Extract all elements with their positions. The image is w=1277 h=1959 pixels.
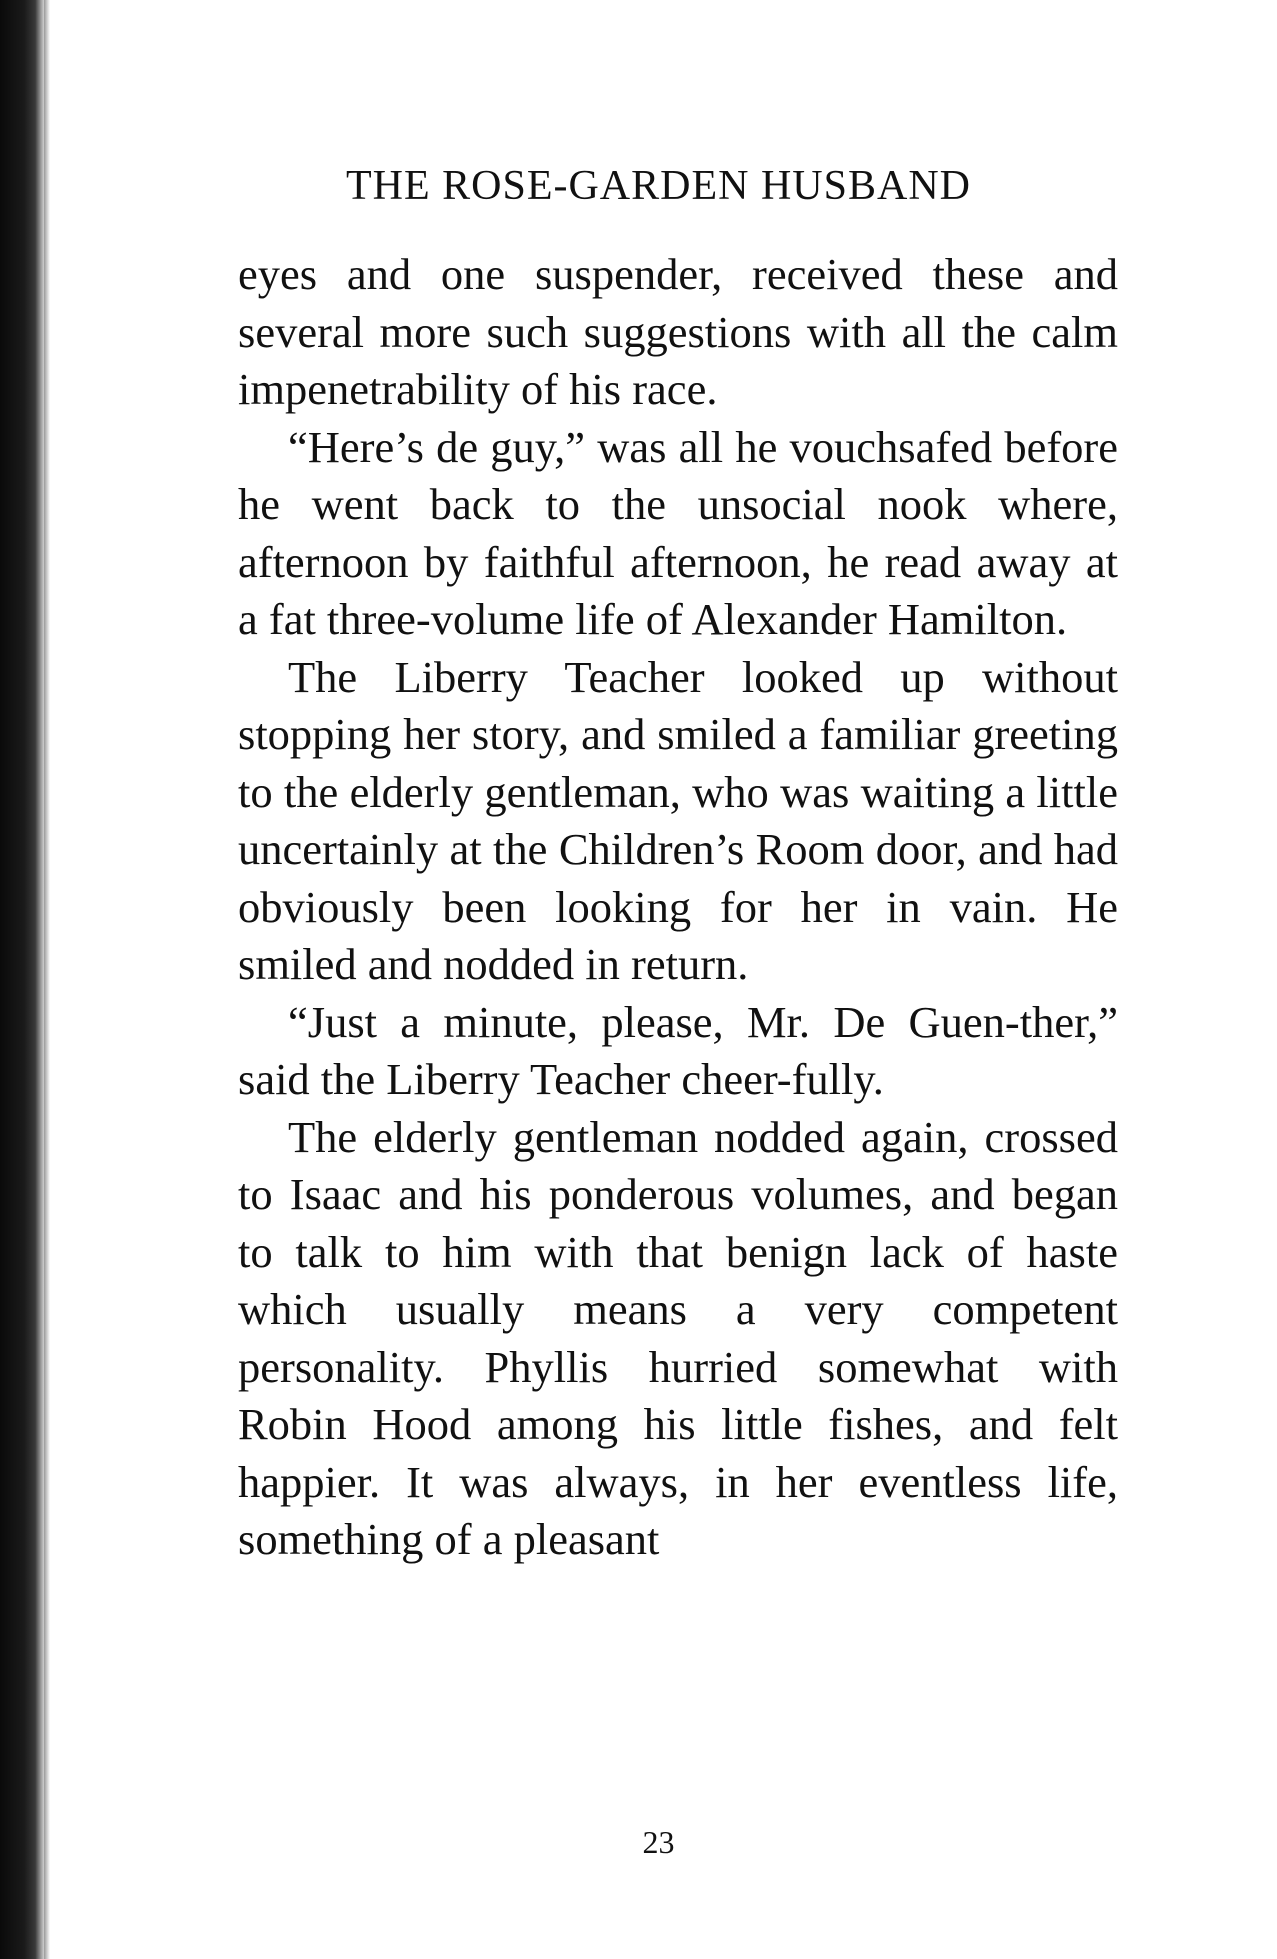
paragraph-continuation: eyes and one suspender, received these and several more such suggestions with all the calm impenetrability of his race. [238, 249, 1118, 414]
gutter-edge [44, 0, 50, 1959]
body-text [238, 246, 1118, 1569]
paragraph-liberry-teacher: The Liberry Teacher looked up without stopping her story, and smiled a familiar greeting to the elderly gentleman, who was waiting a little uncertainly at the Children’s Room door, and had obviously been looking for her in vain. He smiled and nodded in return. [238, 651, 1118, 989]
book-spine-shadow [0, 0, 44, 1959]
paragraph-dialogue-heres-de-guy: “Here’s de guy,” was all he vouchsafed before he went back to the unsocial nook where, afternoon by faithful afternoon, he read away at a fat three-volume life of Alexander Hamilton. [238, 421, 1118, 644]
paragraph-dialogue-just-a-minute: “Just a minute, please, Mr. De Guen-ther,” said the Liberry Teacher cheer-fully. [238, 996, 1118, 1104]
running-head: THE ROSE-GARDEN HUSBAND [345, 163, 971, 209]
paragraph-elderly-gentleman: The elderly gentleman nodded again, crossed to Isaac and his ponderous volumes, and began to talk to him with that benign lack of haste which usually means a very competent personality. Phyllis hurried somewhat with Robin Hood among his little fishes, and felt happier. It was always, in her eventless life, something of a pleasant [238, 1111, 1118, 1564]
page-number: 23 [642, 1824, 675, 1860]
